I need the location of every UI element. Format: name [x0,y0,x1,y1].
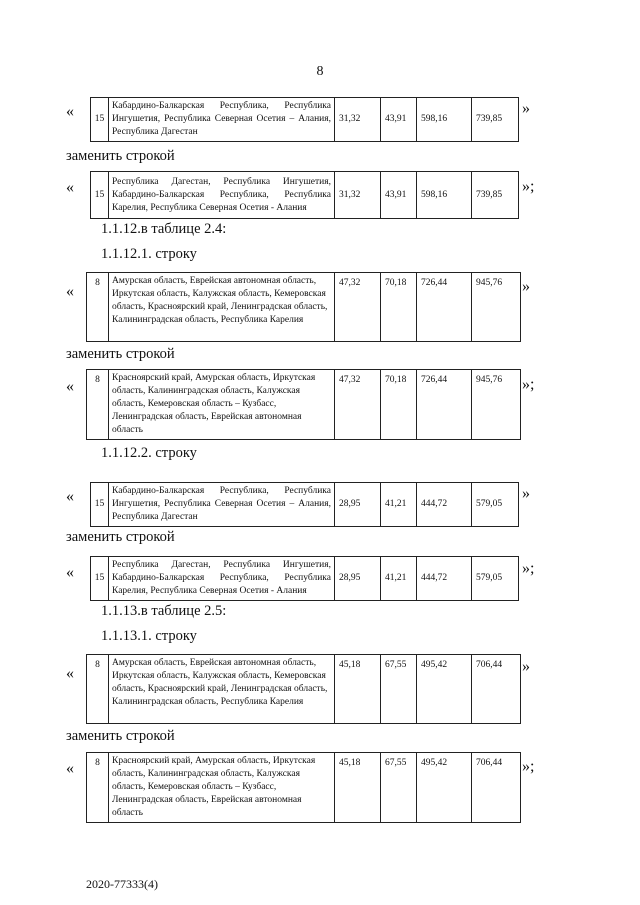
replace-label: заменить строкой [66,148,175,164]
close-quote: » [522,658,530,675]
value-cell: 47,32 [335,273,381,342]
region-list: Красноярский край, Амурская область, Иркутская область, Калининградская область, Калужская область, Кемеровская область – Кузбасс, Ленинградская область, Еврейская автономная область [109,753,335,823]
open-quote: « [66,488,74,505]
replace-label: заменить строкой [66,346,175,362]
region-list: Кабардино-Балкарская Республика, Республика Ингушетия, Республика Северная Осетия – Алания, Республика Дагестан [109,98,335,142]
value-cell: 579,05 [472,557,519,601]
table-row [86,752,521,823]
close-quote: »; [522,560,535,577]
region-list: Амурская область, Еврейская автономная область, Иркутская область, Калужская область, Кемеровская область, Красноярский край, Ленинградская область, Калининградская область, Республика Карелия [109,655,335,724]
document-code: 2020-77333(4) [86,877,158,891]
value-cell: 579,05 [472,483,519,527]
value-cell: 28,95 [335,557,381,601]
value-cell: 495,42 [417,655,472,724]
value-cell: 706,44 [472,753,521,823]
value-cell: 726,44 [417,370,472,440]
value-cell: 444,72 [417,483,472,527]
value-cell: 495,42 [417,753,472,823]
open-quote: « [66,564,74,581]
close-quote: »; [522,178,535,195]
row-number: 8 [87,370,109,440]
table-row [86,272,521,342]
row-number: 15 [91,557,109,601]
table-row [90,171,519,219]
close-quote: » [522,485,530,502]
row-number: 8 [87,273,109,342]
region-list: Амурская область, Еврейская автономная область, Иркутская область, Калужская область, Кемеровская область, Красноярский край, Ленинградская область, Калининградская область, Республика Карелия [109,273,335,342]
row-number: 15 [91,98,109,142]
value-cell: 598,16 [417,172,472,219]
close-quote: » [522,278,530,295]
close-quote: » [522,100,530,117]
value-cell: 67,55 [381,753,417,823]
value-cell: 945,76 [472,370,521,440]
value-cell: 67,55 [381,655,417,724]
row-number: 15 [91,172,109,219]
value-cell: 739,85 [472,98,519,142]
value-cell: 739,85 [472,172,519,219]
replace-label: заменить строкой [66,529,175,545]
value-cell: 45,18 [335,655,381,724]
open-quote: « [66,378,74,395]
value-cell: 47,32 [335,370,381,440]
value-cell: 945,76 [472,273,521,342]
open-quote: « [66,760,74,777]
open-quote: « [66,665,74,682]
value-cell: 41,21 [381,483,417,527]
region-list: Республика Дагестан, Республика Ингушетия, Кабардино-Балкарская Республика, Республика Карелия, Республика Северная Осетия - Алания [109,557,335,601]
table-row [90,556,519,601]
table-row [90,482,519,527]
open-quote: « [66,179,74,196]
table-row [90,97,519,142]
value-cell: 31,32 [335,172,381,219]
value-cell: 726,44 [417,273,472,342]
value-cell: 598,16 [417,98,472,142]
value-cell: 45,18 [335,753,381,823]
value-cell: 41,21 [381,557,417,601]
section-heading: 1.1.13.1. строку [101,628,197,644]
close-quote: »; [522,376,535,393]
table-row [86,369,521,440]
value-cell: 43,91 [381,98,417,142]
value-cell: 43,91 [381,172,417,219]
region-list: Республика Дагестан, Республика Ингушетия, Кабардино-Балкарская Республика, Республика Карелия, Республика Северная Осетия - Алания [109,172,335,219]
value-cell: 31,32 [335,98,381,142]
value-cell: 70,18 [381,273,417,342]
page-number: 8 [316,64,324,79]
region-list: Красноярский край, Амурская область, Иркутская область, Калининградская область, Калужская область, Кемеровская область – Кузбасс, Ленинградская область, Еврейская автономная область [109,370,335,440]
value-cell: 444,72 [417,557,472,601]
close-quote: »; [522,758,535,775]
section-heading: 1.1.12.1. строку [101,246,197,262]
open-quote: « [66,103,74,120]
row-number: 8 [87,655,109,724]
replace-label: заменить строкой [66,728,175,744]
open-quote: « [66,283,74,300]
section-heading: 1.1.13.в таблице 2.5: [101,603,227,619]
value-cell: 706,44 [472,655,521,724]
section-heading: 1.1.12.в таблице 2.4: [101,221,227,237]
table-row [86,654,521,724]
value-cell: 28,95 [335,483,381,527]
section-heading: 1.1.12.2. строку [101,445,197,461]
region-list: Кабардино-Балкарская Республика, Республика Ингушетия, Республика Северная Осетия – Алания, Республика Дагестан [109,483,335,527]
value-cell: 70,18 [381,370,417,440]
row-number: 8 [87,753,109,823]
row-number: 15 [91,483,109,527]
